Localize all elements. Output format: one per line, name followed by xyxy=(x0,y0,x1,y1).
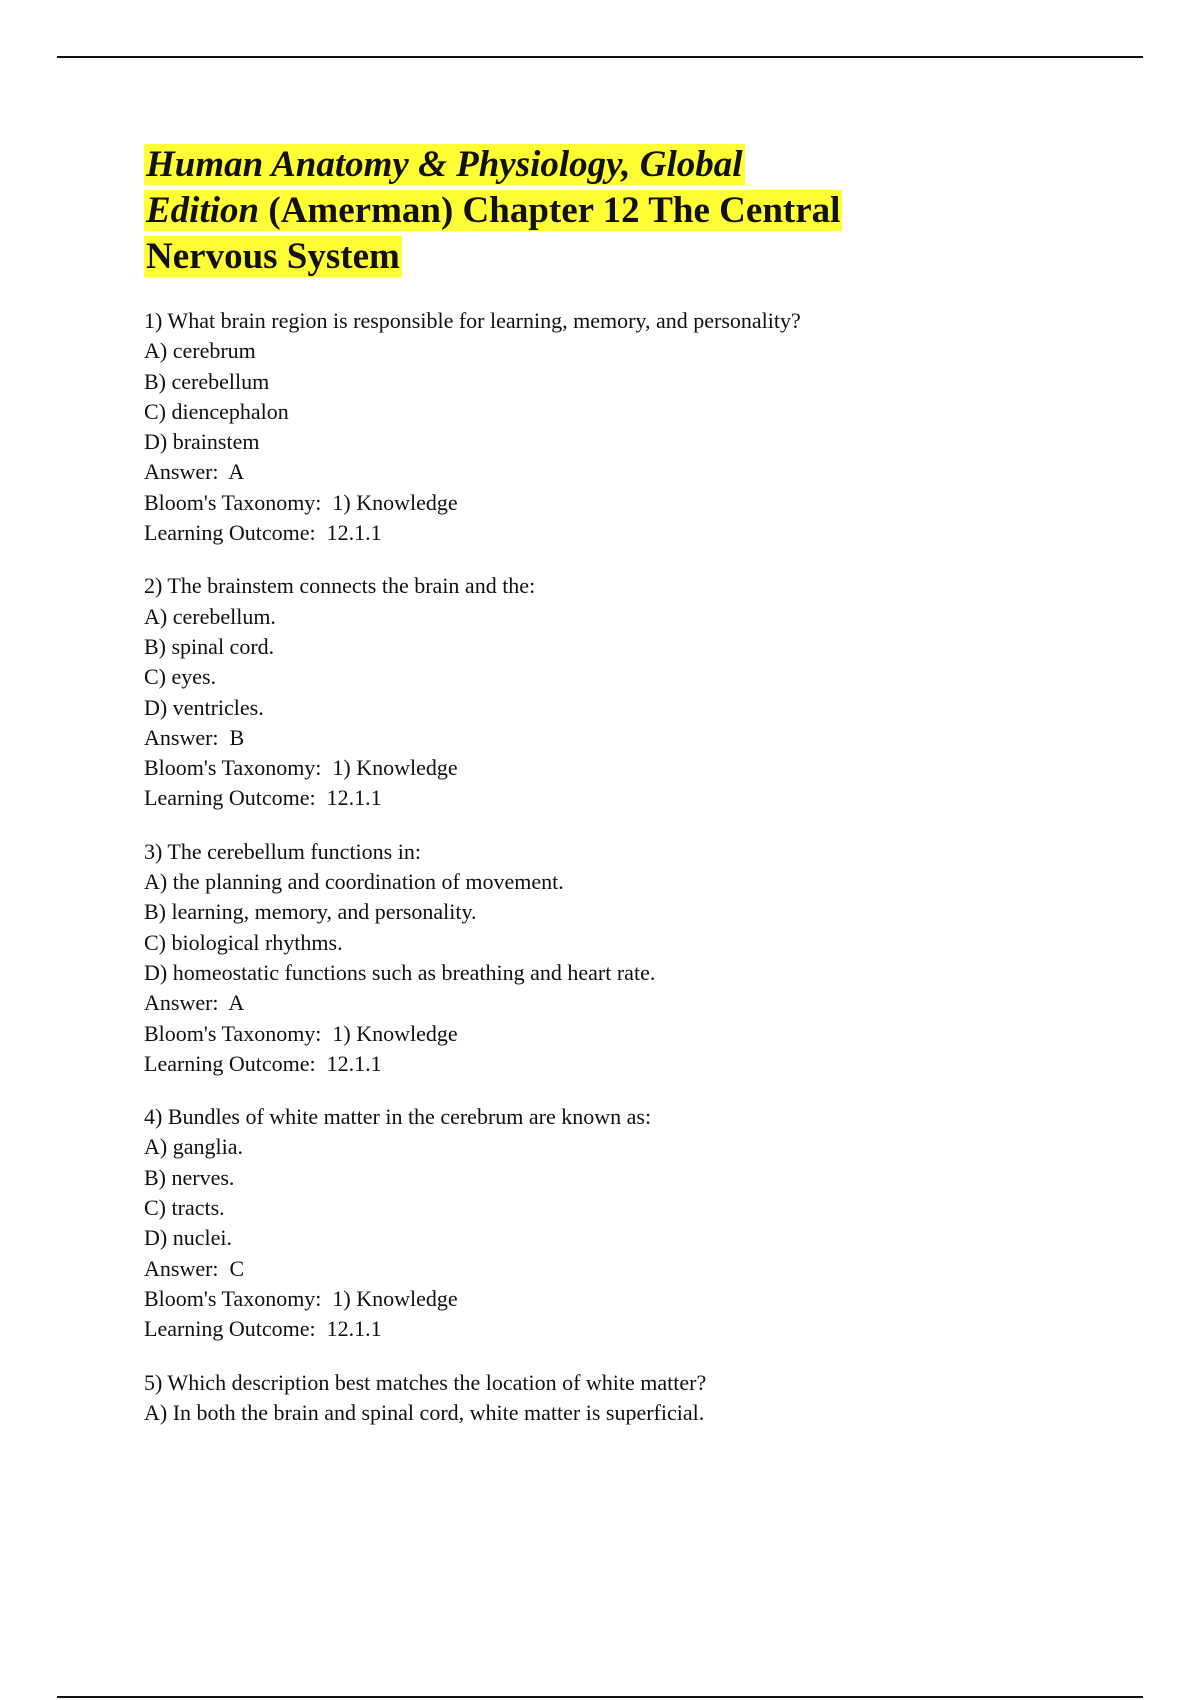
answer: Answer: C xyxy=(144,1255,245,1281)
question-prompt: 2) The brainstem connects the brain and the: xyxy=(144,573,536,599)
answer: Answer: A xyxy=(144,990,245,1016)
option-c: C) eyes. xyxy=(144,664,217,690)
option-b: B) spinal cord. xyxy=(144,633,275,659)
option-a: A) In both the brain and spinal cord, white matter is superficial. xyxy=(144,1399,705,1425)
blooms-taxonomy: Bloom's Taxonomy: 1) Knowledge xyxy=(144,489,458,515)
blooms-taxonomy: Bloom's Taxonomy: 1) Knowledge xyxy=(144,1285,458,1311)
top-divider xyxy=(57,56,1143,58)
blooms-taxonomy: Bloom's Taxonomy: 1) Knowledge xyxy=(144,755,458,781)
learning-outcome: Learning Outcome: 12.1.1 xyxy=(144,1050,382,1076)
option-d: D) nuclei. xyxy=(144,1225,232,1251)
option-a: A) cerebellum. xyxy=(144,603,276,629)
question-4 xyxy=(144,1102,1044,1344)
question-1 xyxy=(144,306,1044,548)
question-prompt: 5) Which description best matches the location of white matter? xyxy=(144,1369,707,1395)
document-body xyxy=(144,142,1044,1451)
question-prompt: 1) What brain region is responsible for learning, memory, and personality? xyxy=(144,308,801,333)
option-d: D) ventricles. xyxy=(144,694,264,720)
learning-outcome: Learning Outcome: 12.1.1 xyxy=(144,1316,382,1342)
title-italic: Human Anatomy & Physiology, Global Edition xyxy=(146,144,743,231)
option-b: B) nerves. xyxy=(144,1164,235,1190)
option-c: C) diencephalon xyxy=(144,398,289,424)
question-prompt: 3) The cerebellum functions in: xyxy=(144,838,421,864)
blooms-taxonomy: Bloom's Taxonomy: 1) Knowledge xyxy=(144,1020,458,1046)
option-a: A) the planning and coordination of movement. xyxy=(144,869,564,895)
title-rest: (Amerman) Chapter 12 The Central Nervous System xyxy=(146,190,841,277)
question-2 xyxy=(144,571,1044,813)
option-b: B) cerebellum xyxy=(144,368,270,394)
option-d: D) brainstem xyxy=(144,429,260,455)
option-c: C) biological rhythms. xyxy=(144,929,343,955)
question-prompt: 4) Bundles of white matter in the cerebrum are known as: xyxy=(144,1104,652,1130)
option-b: B) learning, memory, and personality. xyxy=(144,899,477,925)
learning-outcome: Learning Outcome: 12.1.1 xyxy=(144,520,382,546)
answer: Answer: A xyxy=(144,459,245,485)
question-3 xyxy=(144,837,1044,1079)
option-d: D) homeostatic functions such as breathing and heart rate. xyxy=(144,959,656,985)
learning-outcome: Learning Outcome: 12.1.1 xyxy=(144,785,382,811)
option-a: A) ganglia. xyxy=(144,1134,243,1160)
option-a: A) cerebrum xyxy=(144,338,256,364)
answer: Answer: B xyxy=(144,724,245,750)
option-c: C) tracts. xyxy=(144,1195,225,1221)
bottom-divider xyxy=(57,1696,1143,1698)
page-title xyxy=(144,142,844,280)
question-5 xyxy=(144,1368,1044,1429)
